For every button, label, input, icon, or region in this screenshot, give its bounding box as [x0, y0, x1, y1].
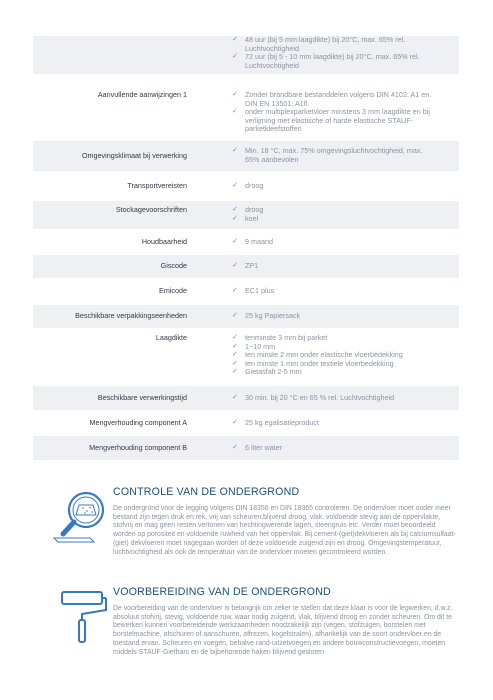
check-icon: ✓	[232, 418, 238, 426]
spec-label: Giscode	[160, 261, 187, 271]
spec-row-drying-time	[33, 36, 459, 75]
spec-item: ✓ ten minste 2 mm onder elastische vloerbedekking	[232, 350, 403, 360]
spec-row-emicode	[33, 279, 459, 305]
spec-row-transport	[33, 172, 459, 201]
spec-row-mix-b	[33, 436, 459, 461]
spec-label: Emicode	[159, 286, 187, 296]
spec-values	[195, 206, 459, 223]
spec-label: Laagdikte	[155, 333, 187, 342]
spec-row-mix-a	[33, 411, 459, 436]
spec-label: Transportvereisten	[127, 180, 187, 190]
spec-row-additional-notes	[33, 75, 459, 141]
spec-item: ✓ 25 kg egalisatieproduct	[232, 417, 319, 427]
spec-row-layer-thickness	[33, 329, 459, 386]
spec-label: Houdbaarheid	[141, 236, 187, 246]
spec-label: Beschikbare verpakkingseenheden	[75, 311, 187, 321]
spec-label: Mengverhouding component B	[89, 442, 187, 452]
spec-values	[195, 91, 459, 134]
spec-row-pot-life	[33, 386, 459, 411]
spec-item: ✓ Gietasfalt 2-5 mm	[232, 367, 302, 377]
check-icon: ✓	[232, 359, 238, 367]
spec-values	[195, 262, 459, 271]
check-icon: ✓	[232, 214, 238, 222]
check-icon: ✓	[232, 312, 238, 320]
check-icon: ✓	[232, 206, 238, 213]
spec-item: ✓ onder multiplexparketvloer minstens 3 mm laagdikte en bij verlijming met elastische of harde elastische STAUF-parketkleefstoffen	[232, 107, 430, 134]
spec-values	[195, 444, 459, 453]
spec-item: ✓ ten minste 1 mm onder textiele vloerbedekking	[232, 358, 394, 368]
check-icon: ✓	[232, 91, 238, 98]
section-body: De voorbereiding van de ondervloer is belangrijk om zeker te stellen dat deze klaar is voor de legwerken, d.w.z. absoluut stofvrij, stevig, voldoende ruw, waar nodig zuigend, vlak, blijvend droog en zonder scheuren. Om dit te bewerken kunnen voorbereidende werkzaamheden noodzakelijk zijn (vegen, stofzuigen, borstelen met borstelmachine, afschuren of aanschuren, affrezen, kogelstralen), afhankelijk van de soort ondervloer en de toestand ervan. Scheuren en voegen, behalve rand-uitzetvoegen en andere bouwconstructievoegen, moeten middels STAUF-Giethars en de bijbehorende haken blijvend gesloten	[113, 605, 453, 656]
spec-item: ✓ 25 kg Papiersack	[232, 311, 301, 321]
spec-values	[195, 36, 459, 70]
check-icon: ✓	[232, 53, 238, 61]
check-icon: ✓	[232, 334, 238, 341]
spec-row-storage	[33, 201, 459, 230]
check-icon: ✓	[232, 287, 238, 295]
spec-item: ✓ 6 liter water	[232, 442, 283, 452]
check-icon: ✓	[232, 393, 238, 401]
spec-values	[195, 334, 459, 377]
magnifier-surface-icon	[50, 484, 114, 548]
spec-values	[195, 147, 459, 164]
spec-item: ✓ 48 uur (bij 5 mm laagdikte) bij 20°C, max. 65% rel. Luchtvochtigheid	[232, 35, 406, 53]
spec-item: ✓ 72 uur (bij 5 - 10 mm laagdikte) bij 20°C, max. 65% rel. Luchtvochtigheid	[232, 52, 420, 70]
check-icon: ✓	[232, 36, 238, 43]
check-icon: ✓	[232, 147, 238, 155]
spec-values	[195, 394, 459, 403]
section-substrate-preparation	[33, 578, 459, 700]
spec-label: Stockagevoorschriften	[115, 205, 187, 214]
spec-values	[195, 312, 459, 321]
spec-values	[195, 287, 459, 296]
spec-table	[33, 36, 459, 461]
section-substrate-check	[33, 478, 459, 578]
check-icon: ✓	[232, 262, 238, 270]
check-icon: ✓	[232, 368, 238, 376]
check-icon: ✓	[232, 181, 238, 189]
spec-values	[195, 419, 459, 428]
section-title: CONTROLE VAN DE ONDERGROND	[113, 486, 300, 498]
spec-values	[195, 182, 459, 191]
spec-item: ✓ droog	[232, 180, 264, 190]
spec-row-packaging	[33, 305, 459, 329]
check-icon: ✓	[232, 342, 238, 350]
spec-item: ✓ 9 maand	[232, 236, 273, 246]
spec-row-giscode	[33, 255, 459, 279]
section-title: VOORBEREIDING VAN DE ONDERGROND	[113, 586, 331, 598]
spec-item: ✓ EC1 plus	[232, 286, 275, 296]
paint-roller-icon	[50, 586, 114, 650]
spec-item: ✓ droog	[232, 205, 264, 214]
section-body: De ondergrond voor de legging volgens DIN 18356 en DIN 18365 controleren. De ondervloer moet onder meer bestand zijn tegen druk en rek, vrij van scheuren,blijvend droog, vlak, voldoende stevig aan de oppervlakte, stofvrij en mag geen resten vertonen van hechtingwerende lagen, steengruis etc. Verder moet beoordeeld worden op porositeit en voldoende ruwheid van het oppervlak. Bij cement-(giet)dekvloeren als bij calciumsulfaat-(giet) dekvloeren moet nagegaan worden of deze voldoende zuigend zijn en droog. Omgevingstemperatuur, luchtvochtigheid als ook de temperatuur van de ondervloer moeten gecontroleerd worden.	[113, 505, 456, 556]
spec-item: ✓ koel	[232, 213, 259, 223]
spec-item: ✓ Min. 18 °C, max. 75% omgevingsluchtvochtigheid, max. 65% aanbevolen	[232, 146, 423, 164]
spec-item: ✓ 30 min. bij 20 °C en 65 % rel. Luchtvochtigheid	[232, 392, 395, 402]
spec-values	[195, 238, 459, 247]
check-icon: ✓	[232, 351, 238, 359]
spec-item: ✓ ZP1	[232, 261, 259, 271]
spec-label: Beschikbare verwerkingstijd	[97, 392, 187, 402]
spec-item: ✓ tenminste 3 mm bij parket	[232, 333, 328, 342]
spec-row-shelf-life	[33, 230, 459, 255]
spec-item: ✓ 1~10 mm	[232, 341, 276, 351]
spec-label: Mengverhouding component A	[89, 417, 187, 427]
check-icon: ✓	[232, 108, 238, 116]
spec-item: ✓ Zonder brandbare bestanddelen volgens DIN 4102: A1 en. DIN EN 13501: A1fl.	[232, 90, 432, 108]
spec-row-ambient-climate	[33, 141, 459, 172]
check-icon: ✓	[232, 237, 238, 245]
spec-label: Omgevingsklimaat bij verwerking	[81, 150, 187, 160]
spec-label: Aanvullende aanwijzingen 1	[97, 90, 187, 99]
check-icon: ✓	[232, 443, 238, 451]
